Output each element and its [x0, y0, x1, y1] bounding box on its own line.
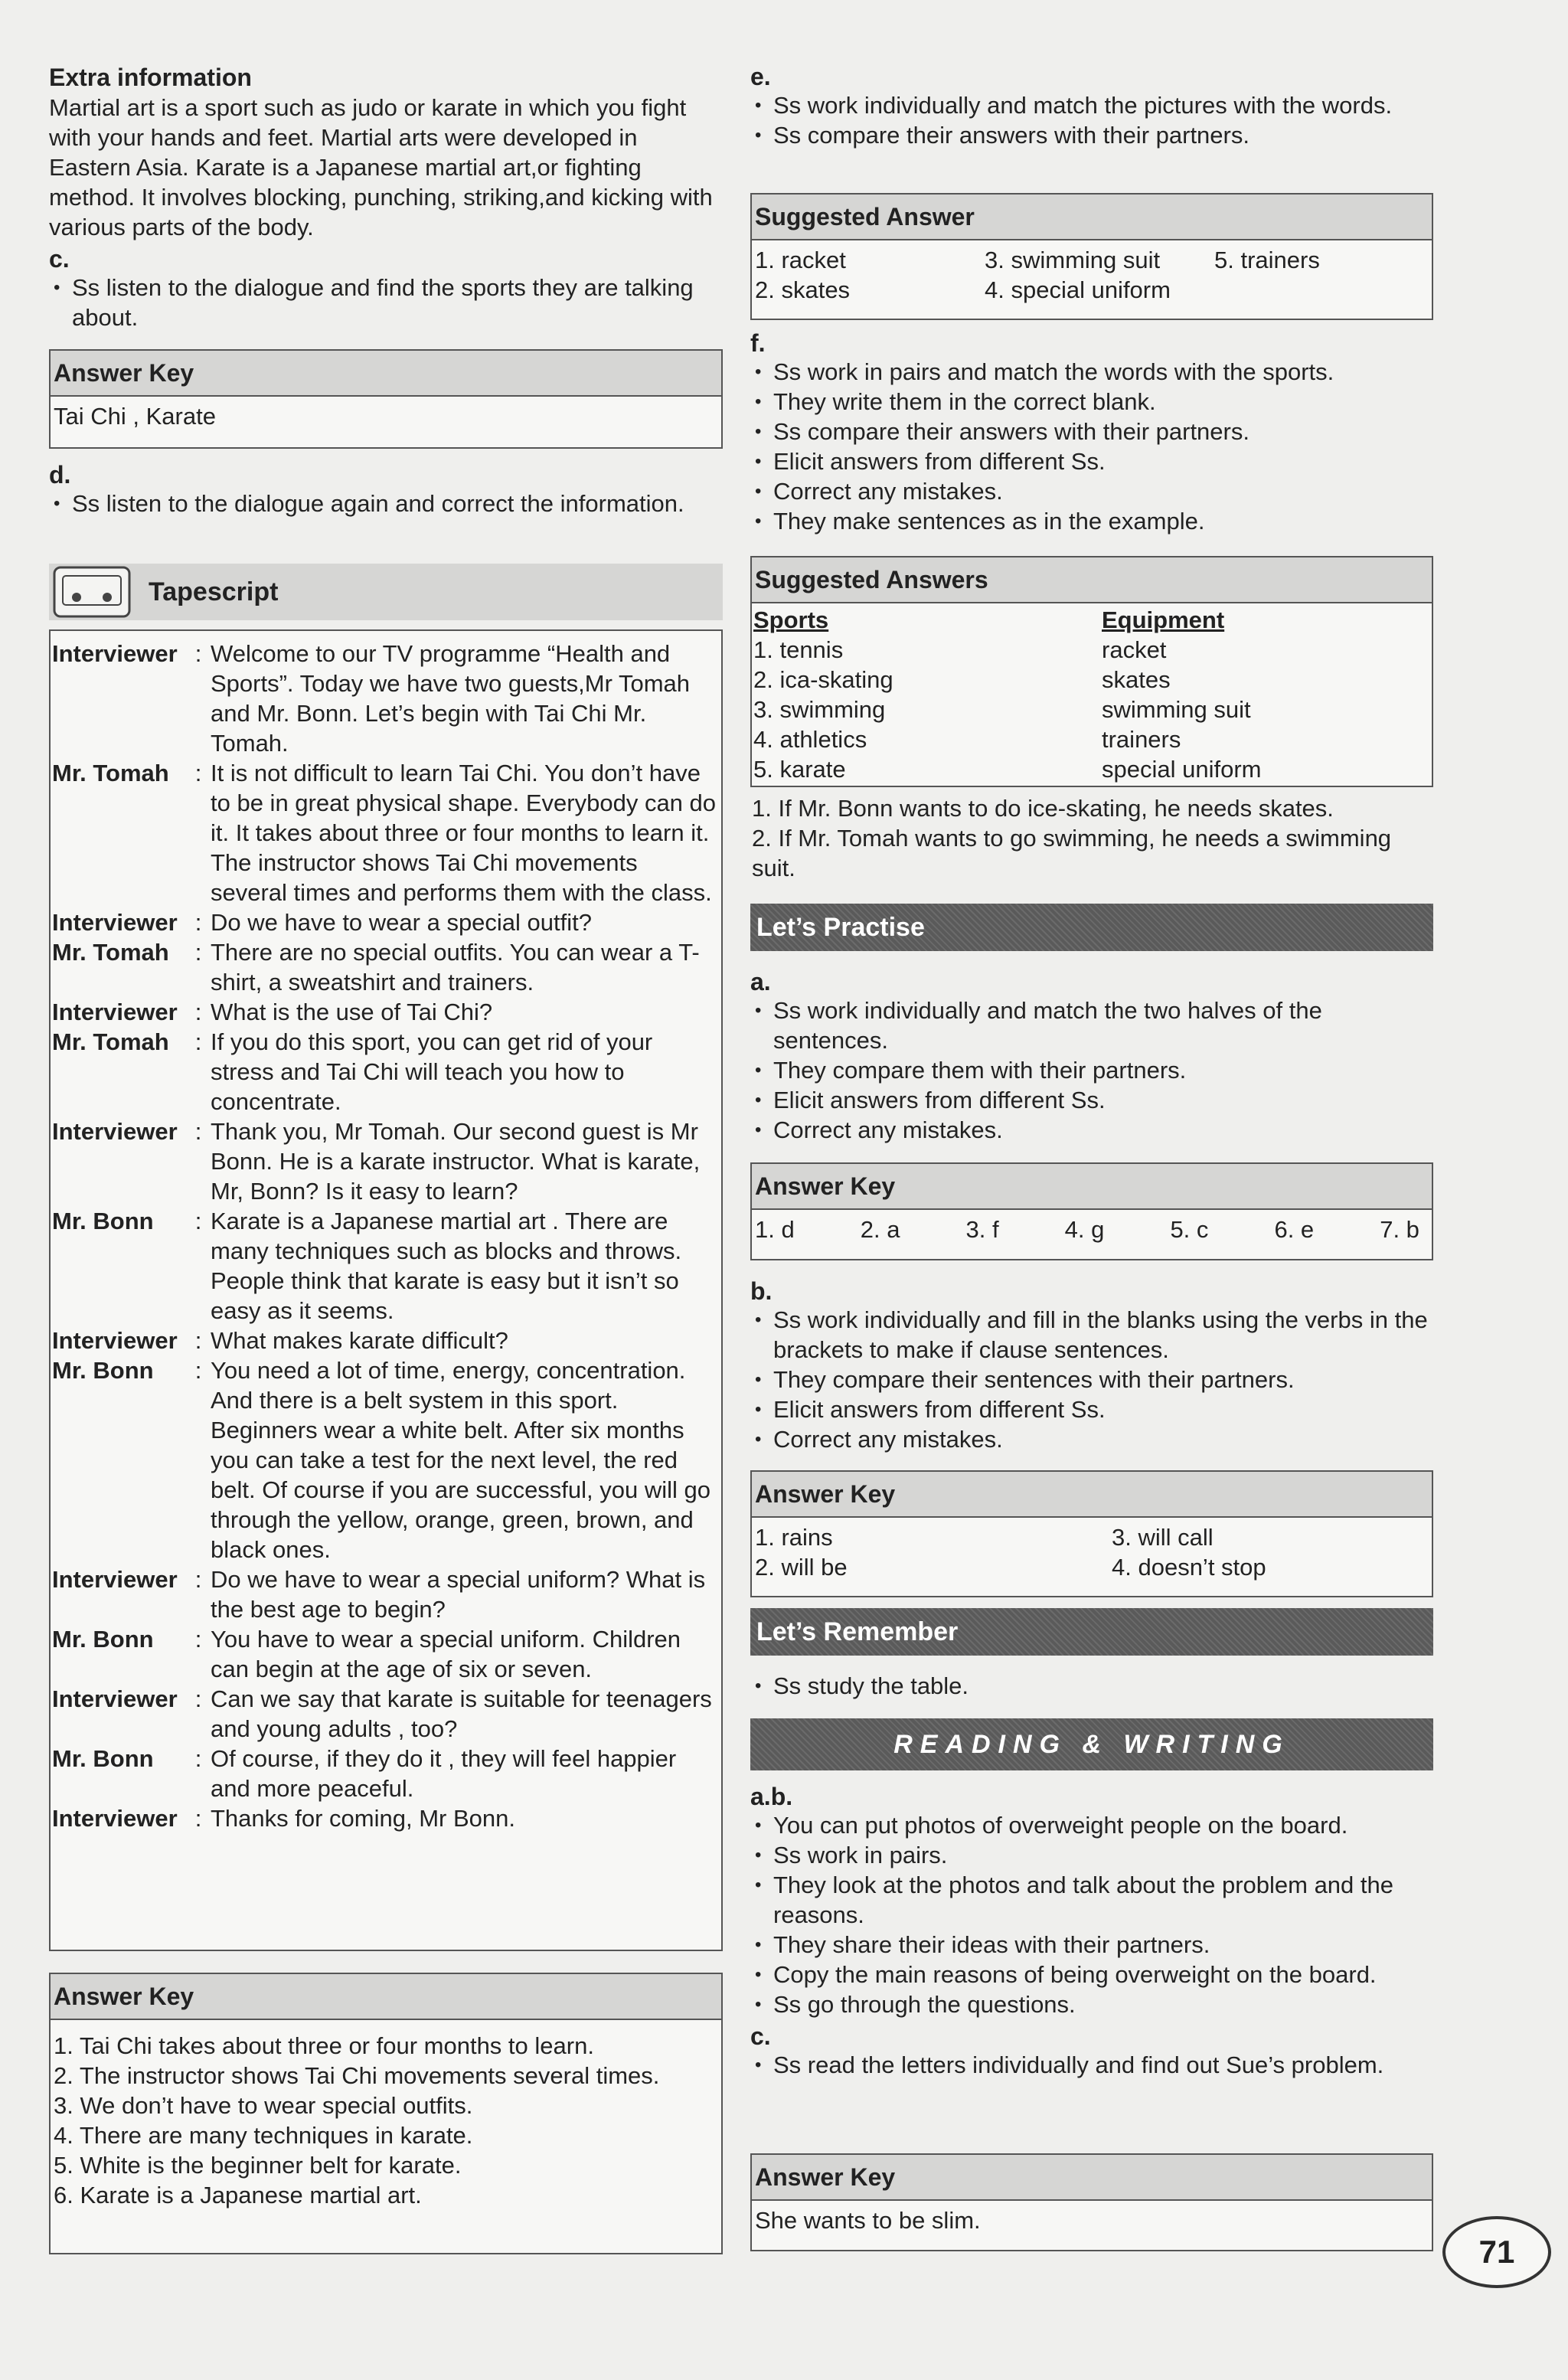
- practise-b: [750, 1277, 1433, 1454]
- bullet-item: • Ss work in pairs and match the words with the sports.: [750, 357, 1433, 387]
- speaker-line: Do we have to wear a special outfit?: [211, 909, 592, 936]
- speaker-name: Mr. Tomah: [52, 1028, 169, 1055]
- equipment-cell: skates: [1102, 666, 1171, 693]
- sports-column-header: Sports: [753, 606, 829, 633]
- speaker-colon: :: [194, 1028, 202, 1055]
- bullet-item: • Ss work individually and fill in the blanks using the verbs in the brackets to make if clause sentences.: [750, 1305, 1433, 1365]
- speaker-line: Welcome to our TV programme “Health and Sports”. Today we have two guests,Mr Tomah and Mr. Bonn. Let’s begin with Tai Chi Mr. Tomah.: [211, 640, 691, 757]
- speaker-line: You have to wear a special uniform. Children can begin at the age of six or seven.: [211, 1626, 681, 1682]
- bullet-item: • Ss study the table.: [750, 1671, 1433, 1701]
- practise-a-answer-title: Answer Key: [752, 1164, 1432, 1210]
- tapescript-title: Tapescript: [149, 577, 279, 606]
- bullet-item: • They share their ideas with their partners.: [750, 1930, 1433, 1960]
- answer-item: 6. e: [1274, 1216, 1315, 1243]
- section-c-letter: c.: [49, 245, 70, 273]
- answer-item: 1. d: [755, 1216, 795, 1243]
- tapescript-row: [52, 1803, 720, 1833]
- tapescript-row: [52, 937, 720, 997]
- sentence-line: 2. If Mr. Tomah wants to go swimming, he needs a swimming suit.: [752, 825, 1392, 881]
- speaker-line: What is the use of Tai Chi?: [211, 999, 493, 1025]
- tapescript-table: [52, 639, 720, 1833]
- speaker-name: Mr. Bonn: [52, 1626, 154, 1653]
- equipment-cell: racket: [1102, 636, 1167, 663]
- answer-item: 7. b: [1380, 1216, 1419, 1243]
- speaker-colon: :: [194, 1208, 202, 1234]
- answer-line: 3. We don’t have to wear special outfits.: [54, 2092, 473, 2119]
- speaker-line: Do we have to wear a special uniform? What is the best age to begin?: [211, 1566, 706, 1623]
- practise-b-answers: [755, 1522, 1266, 1582]
- speaker-line: There are no special outfits. You can wear a T-shirt, a sweatshirt and trainers.: [211, 939, 700, 995]
- speaker-colon: :: [194, 1745, 202, 1772]
- bullet-item: • Ss work individually and match the two halves of the sentences.: [750, 995, 1433, 1055]
- bullet-item: • Ss go through the questions.: [750, 1989, 1433, 2019]
- bullet-item: • Ss compare their answers with their partners.: [750, 120, 1433, 150]
- equipment-column-header: Equipment: [1102, 606, 1225, 633]
- speaker-line: Of course, if they do it , they will feel happier and more peaceful.: [211, 1745, 677, 1802]
- speaker-colon: :: [194, 1327, 202, 1354]
- bullet-item: • Ss read the letters individually and find out Sue’s problem.: [750, 2050, 1433, 2080]
- lets-remember-banner: Let’s Remember: [750, 1608, 1433, 1656]
- remember-bullets: [750, 1671, 1433, 1701]
- section-e: [750, 63, 1433, 150]
- bullet-item: • Elicit answers from different Ss.: [750, 446, 1433, 476]
- f-sentences: [750, 793, 1433, 883]
- practise-b-bullets: [750, 1305, 1433, 1454]
- speaker-name: Interviewer: [52, 999, 178, 1025]
- speaker-colon: :: [194, 999, 202, 1025]
- bullet-item: • They compare them with their partners.: [750, 1055, 1433, 1085]
- bullet-item: • Correct any mistakes.: [750, 476, 1433, 506]
- section-f-bullets: [750, 357, 1433, 536]
- answer-line: 4. There are many techniques in karate.: [54, 2122, 473, 2149]
- speaker-colon: :: [194, 1357, 202, 1384]
- answer-cell: 4. special uniform: [985, 276, 1171, 303]
- bullet-item: • Elicit answers from different Ss.: [750, 1085, 1433, 1115]
- tapescript-header: [49, 564, 723, 620]
- speaker-name: Mr. Bonn: [52, 1208, 154, 1234]
- answer-cell: 1. rains: [755, 1524, 833, 1551]
- speaker-colon: :: [194, 640, 202, 667]
- tapescript-row: [52, 1564, 720, 1624]
- equipment-cell: trainers: [1102, 726, 1181, 753]
- sport-cell: 4. athletics: [753, 726, 867, 753]
- speaker-name: Interviewer: [52, 1685, 178, 1712]
- tapescript-row: [52, 639, 720, 758]
- answer-line: 2. The instructor shows Tai Chi movements several times.: [54, 2062, 660, 2089]
- equipment-cell: swimming suit: [1102, 696, 1251, 723]
- bullet-item: • They write them in the correct blank.: [750, 387, 1433, 417]
- practise-a-bullets: [750, 995, 1433, 1145]
- section-e-letter: e.: [750, 63, 771, 90]
- tapescript-row: [52, 997, 720, 1027]
- tapescript-row: [52, 1355, 720, 1564]
- remember-section: [750, 1671, 1433, 1701]
- c-answer-key-title: Answer Key: [51, 351, 721, 397]
- bullet-item: • They make sentences as in the example.: [750, 506, 1433, 536]
- section-d: [49, 461, 723, 518]
- tapescript-row: [52, 1027, 720, 1116]
- bullet-item: • Ss work in pairs.: [750, 1840, 1433, 1870]
- sport-cell: 2. ica-skating: [753, 666, 893, 693]
- practise-b-answer-key: [750, 1470, 1433, 1597]
- bullet-item: • Ss listen to the dialogue again and correct the information.: [49, 489, 723, 518]
- practise-a-answers: [752, 1210, 1432, 1249]
- page-number: 71: [1442, 2216, 1551, 2288]
- tapescript-row: [52, 907, 720, 937]
- speaker-name: Mr. Bonn: [52, 1357, 154, 1384]
- answer-line: 1. Tai Chi takes about three or four months to learn.: [54, 2032, 594, 2059]
- practise-b-answer-title: Answer Key: [752, 1472, 1432, 1518]
- answer-item: 2. a: [860, 1216, 900, 1243]
- tapescript-box: [49, 629, 723, 1951]
- bullet-item: • Correct any mistakes.: [750, 1115, 1433, 1145]
- d-answer-key: [49, 1973, 723, 2254]
- section-f: [750, 329, 1433, 536]
- d-answer-key-title: Answer Key: [51, 1974, 721, 2020]
- speaker-name: Mr. Bonn: [52, 1745, 154, 1772]
- f-suggested-answers: [750, 556, 1433, 787]
- speaker-line: Karate is a Japanese martial art . There are many techniques such as blocks and throws. People think that karate is easy but it isn’t so easy as it seems.: [211, 1208, 682, 1324]
- rw-answer-title: Answer Key: [752, 2155, 1432, 2201]
- bullet-item: • Elicit answers from different Ss.: [750, 1394, 1433, 1424]
- extra-information: [49, 63, 723, 242]
- section-d-bullets: [49, 489, 723, 518]
- speaker-name: Interviewer: [52, 1327, 178, 1354]
- answer-cell: 2. will be: [755, 1554, 848, 1581]
- rw-answer-body: She wants to be slim.: [755, 2207, 981, 2234]
- sport-cell: 3. swimming: [753, 696, 886, 723]
- e-answer-grid: [755, 245, 1435, 305]
- bullet-item: • They compare their sentences with their partners.: [750, 1365, 1433, 1394]
- section-c: [49, 245, 723, 332]
- answer-item: 4. g: [1064, 1216, 1105, 1243]
- speaker-line: Can we say that karate is suitable for teenagers and young adults , too?: [211, 1685, 712, 1742]
- speaker-colon: :: [194, 1566, 202, 1593]
- speaker-colon: :: [194, 909, 202, 936]
- speaker-colon: :: [194, 1805, 202, 1832]
- sport-cell: 1. tennis: [753, 636, 844, 663]
- tapescript-row: [52, 1206, 720, 1326]
- answer-cell: 3. will call: [1112, 1524, 1214, 1551]
- speaker-name: Interviewer: [52, 1118, 178, 1145]
- bullet-item: • They look at the photos and talk about the problem and the reasons.: [750, 1870, 1433, 1930]
- rw-ab-letter: a.b.: [750, 1783, 793, 1810]
- e-answer-title: Suggested Answer: [752, 195, 1432, 240]
- practise-a: [750, 968, 1433, 1145]
- section-d-letter: d.: [49, 461, 71, 489]
- speaker-colon: :: [194, 1685, 202, 1712]
- c-answer-key-body: Tai Chi , Karate: [54, 403, 216, 430]
- answer-cell: 4. doesn’t stop: [1112, 1554, 1266, 1581]
- speaker-line: What makes karate difficult?: [211, 1327, 508, 1354]
- bullet-item: • Correct any mistakes.: [750, 1424, 1433, 1454]
- cassette-icon: [52, 565, 132, 619]
- table-row: [753, 724, 1261, 754]
- equipment-cell: special uniform: [1102, 756, 1262, 783]
- extra-info-title: Extra information: [49, 64, 252, 91]
- sport-cell: 5. karate: [753, 756, 846, 783]
- speaker-line: It is not difficult to learn Tai Chi. You don’t have to be in great physical shape. Everybody can do it. It takes about three or four months to learn it. The instructor shows Tai Chi movements several times and performs them with the class.: [211, 760, 717, 906]
- answer-cell: 3. swimming suit: [985, 247, 1161, 273]
- lets-practise-banner: Let’s Practise: [750, 904, 1433, 951]
- tapescript-row: [52, 1624, 720, 1684]
- speaker-colon: :: [194, 760, 202, 786]
- bullet-item: • Ss compare their answers with their partners.: [750, 417, 1433, 446]
- practise-a-letter: a.: [750, 968, 771, 995]
- e-suggested-answer: [750, 193, 1433, 320]
- speaker-colon: :: [194, 1118, 202, 1145]
- bullet-item: • Ss listen to the dialogue and find the sports they are talking about.: [49, 273, 723, 332]
- f-answer-title: Suggested Answers: [752, 557, 1432, 603]
- tapescript-row: [52, 1744, 720, 1803]
- speaker-line: Thank you, Mr Tomah. Our second guest is Mr Bonn. He is a karate instructor. What is karate, Mr, Bonn? Is it easy to learn?: [211, 1118, 701, 1205]
- section-f-letter: f.: [750, 329, 766, 357]
- speaker-line: You need a lot of time, energy, concentration. And there is a belt system in this sport. Beginners wear a white belt. After six months you can take a test for the next level, the red belt. Of course if you are successful, you will go through the yellow, orange, green, brown, and black ones.: [211, 1357, 711, 1563]
- speaker-name: Mr. Tomah: [52, 760, 169, 786]
- answer-cell: 2. skates: [755, 276, 851, 303]
- answer-item: 3. f: [965, 1216, 999, 1243]
- table-row: [753, 665, 1261, 695]
- f-sports-table: [753, 605, 1261, 784]
- tapescript-row: [52, 1684, 720, 1744]
- speaker-name: Mr. Tomah: [52, 939, 169, 966]
- rw-ab-bullets: [750, 1810, 1433, 2019]
- speaker-name: Interviewer: [52, 1566, 178, 1593]
- bullet-item: • You can put photos of overweight people on the board.: [750, 1810, 1433, 1840]
- c-answer-key: [49, 349, 723, 449]
- extra-info-body: Martial art is a sport such as judo or karate in which you fight with your hands and feet. Martial arts were developed in Eastern Asia. Karate is a Japanese martial art,or fighting method. It involves blocking, punching, striking,and kicking with various parts of the body.: [49, 94, 713, 240]
- speaker-name: Interviewer: [52, 1805, 178, 1832]
- rw-c-letter: c.: [750, 2022, 771, 2050]
- section-c-bullets: [49, 273, 723, 332]
- tapescript-row: [52, 1116, 720, 1206]
- table-row: [753, 695, 1261, 724]
- answer-item: 5. c: [1170, 1216, 1209, 1243]
- rw-c-bullets: [750, 2050, 1433, 2080]
- answer-line: 5. White is the beginner belt for karate.: [54, 2152, 462, 2179]
- speaker-colon: :: [194, 939, 202, 966]
- answer-cell: 1. racket: [755, 247, 846, 273]
- speaker-name: Interviewer: [52, 640, 178, 667]
- table-row: [753, 754, 1261, 784]
- speaker-name: Interviewer: [52, 909, 178, 936]
- answer-cell: 5. trainers: [1214, 247, 1320, 273]
- reading-writing-banner: READING & WRITING: [750, 1718, 1433, 1770]
- section-e-bullets: [750, 90, 1433, 150]
- speaker-line: If you do this sport, you can get rid of your stress and Tai Chi will teach you how to concentrate.: [211, 1028, 653, 1115]
- practise-a-answer-key: [750, 1162, 1433, 1260]
- tapescript-row: [52, 1326, 720, 1355]
- answer-line: 6. Karate is a Japanese martial art.: [54, 2182, 422, 2208]
- bullet-item: • Copy the main reasons of being overweight on the board.: [750, 1960, 1433, 1989]
- rw-answer-key: [750, 2153, 1433, 2251]
- practise-b-letter: b.: [750, 1277, 773, 1305]
- bullet-item: • Ss work individually and match the pictures with the words.: [750, 90, 1433, 120]
- sentence-line: 1. If Mr. Bonn wants to do ice-skating, he needs skates.: [752, 795, 1334, 822]
- tapescript-row: [52, 758, 720, 907]
- table-row: [753, 635, 1261, 665]
- reading-writing-ab: [750, 1783, 1433, 2080]
- speaker-line: Thanks for coming, Mr Bonn.: [211, 1805, 515, 1832]
- speaker-colon: :: [194, 1626, 202, 1653]
